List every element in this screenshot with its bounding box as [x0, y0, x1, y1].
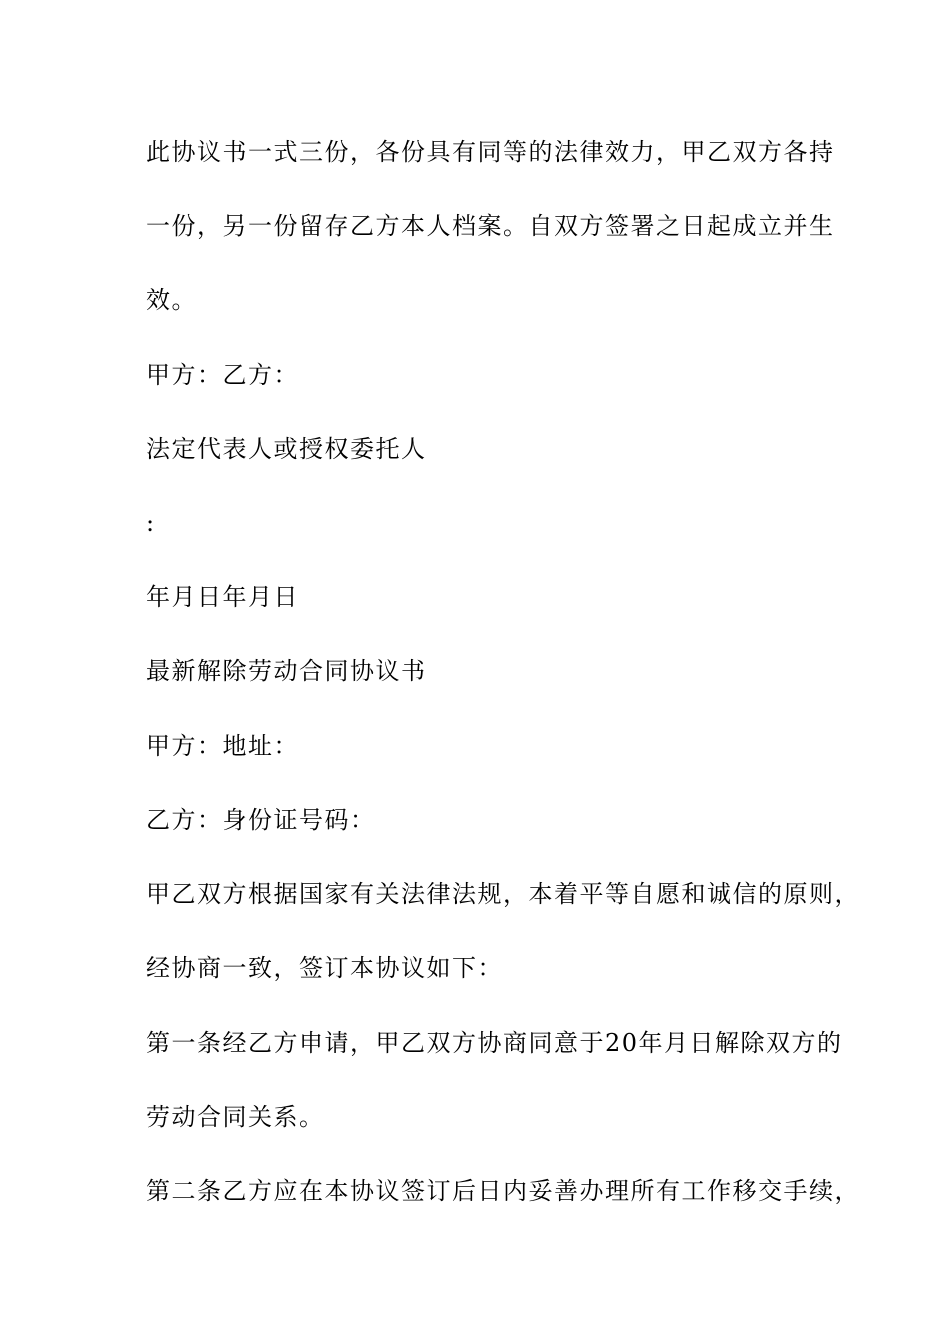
- paragraph-line: 甲乙双方根据国家有关法律法规，本着平等自愿和诚信的原则，: [146, 880, 860, 908]
- signature-parties-line: 甲方：乙方：: [146, 361, 299, 389]
- paragraph-line: 一份，另一份留存乙方本人档案。自双方签署之日起成立并生: [146, 212, 835, 240]
- section-title: 最新解除劳动合同协议书: [146, 657, 427, 685]
- party-a-line: 甲方：地址：: [146, 732, 299, 760]
- representative-label: 法定代表人或授权委托人: [146, 435, 427, 463]
- paragraph-line: 效。: [146, 286, 197, 314]
- colon-line: :: [146, 509, 156, 537]
- paragraph-line: 经协商一致，签订本协议如下：: [146, 954, 503, 982]
- date-line: 年月日年月日: [146, 583, 299, 611]
- paragraph-line: 此协议书一式三份，各份具有同等的法律效力，甲乙双方各持: [146, 138, 835, 166]
- article-line: 第二条乙方应在本协议签订后日内妥善办理所有工作移交手续，: [146, 1177, 860, 1205]
- article-line: 第一条经乙方申请，甲乙双方协商同意于20年月日解除双方的: [146, 1029, 843, 1057]
- article-line: 劳动合同关系。: [146, 1103, 325, 1131]
- party-b-line: 乙方：身份证号码：: [146, 806, 376, 834]
